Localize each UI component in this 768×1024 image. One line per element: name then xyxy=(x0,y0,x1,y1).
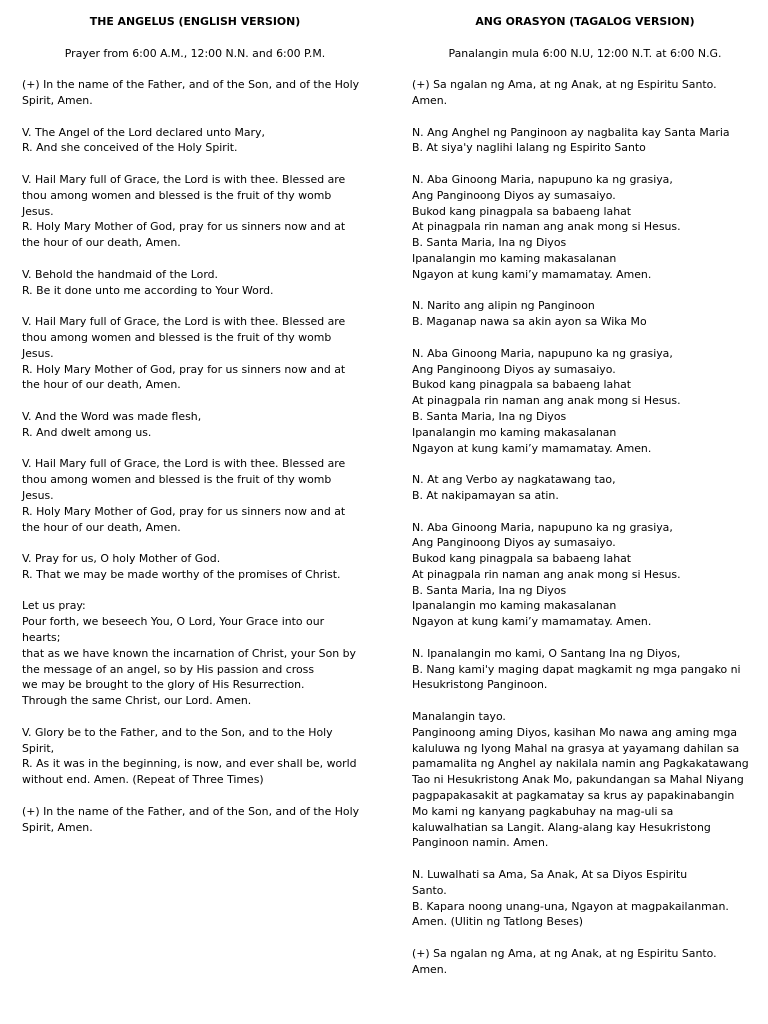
prayer-line: Jesus. xyxy=(22,488,54,502)
prayer-paragraph xyxy=(22,314,378,393)
prayer-line: the hour of our death, Amen. xyxy=(22,236,181,250)
prayer-line: At pinagpala rin naman ang anak mong si Hesus. xyxy=(412,394,681,408)
prayer-line: Santo. xyxy=(412,883,447,897)
prayer-line: kaluluwa ng Iyong Mahal na grasya at yayamang dahilan sa xyxy=(412,741,740,755)
prayer-paragraph xyxy=(412,346,768,457)
prayer-paragraph xyxy=(22,409,378,441)
prayer-line: pamamalita ng Anghel ay nakilala namin ang Pagkakatawang xyxy=(412,757,749,771)
prayer-line: At pinagpala rin naman ang anak mong si Hesus. xyxy=(412,567,681,581)
prayer-line: Ipanalangin mo kaming makasalanan xyxy=(412,251,617,265)
prayer-paragraph xyxy=(412,946,768,978)
prayer-line: Ang Panginoong Diyos ay sumasaiyo. xyxy=(412,362,616,376)
prayer-line: thou among women and blessed is the fruit of thy womb xyxy=(22,330,332,344)
prayer-line: (+) In the name of the Father, and of the Son, and of the Holy xyxy=(22,78,360,92)
prayer-line: R. And dwelt among us. xyxy=(22,425,152,439)
prayer-line: Spirit, xyxy=(22,741,55,755)
prayer-line: V. Hail Mary full of Grace, the Lord is with thee. Blessed are xyxy=(22,172,346,186)
prayer-line: Spirit, Amen. xyxy=(22,93,93,107)
prayer-line: pagpapakasakit at pagkamatay sa krus ay papakinabangin xyxy=(412,789,735,803)
prayer-line: Manalangin tayo. xyxy=(412,710,506,724)
prayer-line: thou among women and blessed is the fruit of thy womb xyxy=(22,473,332,487)
prayer-paragraph xyxy=(412,172,768,283)
tagalog-subtitle: Panalangin mula 6:00 N.U, 12:00 N.T. at 6:00 N.G. xyxy=(448,46,722,60)
prayer-line: V. Hail Mary full of Grace, the Lord is with thee. Blessed are xyxy=(22,457,346,471)
prayer-line: Spirit, Amen. xyxy=(22,820,93,834)
prayer-line: Let us pray: xyxy=(22,599,86,613)
prayer-line: hearts; xyxy=(22,631,61,645)
prayer-line: Ngayon at kung kami’y mamamatay. Amen. xyxy=(412,267,652,281)
tagalog-prayer-body xyxy=(412,77,768,977)
prayer-line: N. Ang Anghel ng Panginoon ay nagbalita kay Santa Maria xyxy=(412,125,730,139)
prayer-paragraph xyxy=(22,804,378,836)
prayer-paragraph xyxy=(22,267,378,299)
prayer-paragraph xyxy=(22,725,378,788)
prayer-line: N. At ang Verbo ay nagkatawang tao, xyxy=(412,473,616,487)
prayer-line: Bukod kang pinagpala sa babaeng lahat xyxy=(412,204,632,218)
prayer-line: Ipanalangin mo kaming makasalanan xyxy=(412,425,617,439)
prayer-line: B. Santa Maria, Ina ng Diyos xyxy=(412,409,567,423)
prayer-line: that as we have known the incarnation of Christ, your Son by xyxy=(22,646,356,660)
prayer-paragraph xyxy=(412,298,768,330)
prayer-line: B. Maganap nawa sa akin ayon sa Wika Mo xyxy=(412,315,647,329)
prayer-paragraph xyxy=(412,709,768,851)
prayer-line: (+) Sa ngalan ng Ama, at ng Anak, at ng Espiritu Santo. xyxy=(412,947,717,961)
prayer-line: the hour of our death, Amen. xyxy=(22,520,181,534)
prayer-line: N. Aba Ginoong Maria, napupuno ka ng grasiya, xyxy=(412,346,673,360)
tagalog-column xyxy=(412,14,768,993)
prayer-paragraph xyxy=(412,125,768,157)
prayer-line: R. And she conceived of the Holy Spirit. xyxy=(22,141,238,155)
prayer-paragraph xyxy=(22,551,378,583)
prayer-line: R. Holy Mary Mother of God, pray for us sinners now and at xyxy=(22,504,346,518)
prayer-line: R. Holy Mary Mother of God, pray for us sinners now and at xyxy=(22,220,346,234)
prayer-line: N. Aba Ginoong Maria, napupuno ka ng grasiya, xyxy=(412,520,673,534)
prayer-line: B. Santa Maria, Ina ng Diyos xyxy=(412,236,567,250)
prayer-line: thou among women and blessed is the fruit of thy womb xyxy=(22,188,332,202)
prayer-paragraph xyxy=(22,77,378,109)
prayer-line: Ipanalangin mo kaming makasalanan xyxy=(412,599,617,613)
prayer-line: Through the same Christ, our Lord. Amen. xyxy=(22,694,252,708)
prayer-line: B. At siya'y naglihi lalang ng Espirito Santo xyxy=(412,141,646,155)
english-subtitle: Prayer from 6:00 A.M., 12:00 N.N. and 6:00 P.M. xyxy=(64,46,326,60)
prayer-line: R. That we may be made worthy of the promises of Christ. xyxy=(22,567,341,581)
prayer-line: (+) Sa ngalan ng Ama, at ng Anak, at ng Espiritu Santo. xyxy=(412,78,717,92)
prayer-line: V. Behold the handmaid of the Lord. xyxy=(22,267,219,281)
prayer-paragraph xyxy=(412,867,768,930)
prayer-paragraph xyxy=(412,472,768,504)
prayer-line: Hesukristong Panginoon. xyxy=(412,678,548,692)
prayer-line: Ngayon at kung kami’y mamamatay. Amen. xyxy=(412,441,652,455)
prayer-line: B. Nang kami'y maging dapat magkamit ng mga pangako ni xyxy=(412,662,741,676)
prayer-line: Jesus. xyxy=(22,204,54,218)
english-prayer-body xyxy=(22,77,378,835)
prayer-line: N. Ipanalangin mo kami, O Santang Ina ng Diyos, xyxy=(412,646,681,660)
prayer-line: we may be brought to the glory of His Resurrection. xyxy=(22,678,305,692)
prayer-line: Amen. (Ulitin ng Tatlong Beses) xyxy=(412,915,584,929)
english-column xyxy=(22,14,378,851)
prayer-paragraph xyxy=(412,646,768,693)
english-title: THE ANGELUS (ENGLISH VERSION) xyxy=(89,15,301,28)
prayer-line: Amen. xyxy=(412,93,448,107)
prayer-paragraph xyxy=(22,598,378,709)
prayer-line: V. The Angel of the Lord declared unto Mary, xyxy=(22,125,265,139)
prayer-line: Mo kami ng kanyang pagkabuhay na mag-uli sa xyxy=(412,804,674,818)
prayer-line: Bukod kang pinagpala sa babaeng lahat xyxy=(412,552,632,566)
prayer-line: N. Luwalhati sa Ama, Sa Anak, At sa Diyos Espiritu xyxy=(412,868,688,882)
prayer-paragraph xyxy=(22,172,378,251)
prayer-line: Ang Panginoong Diyos ay sumasaiyo. xyxy=(412,536,616,550)
prayer-paragraph xyxy=(412,520,768,631)
prayer-line: Ang Panginoong Diyos ay sumasaiyo. xyxy=(412,188,616,202)
prayer-line: the hour of our death, Amen. xyxy=(22,378,181,392)
prayer-line: R. Be it done unto me according to Your Word. xyxy=(22,283,274,297)
prayer-line: At pinagpala rin naman ang anak mong si Hesus. xyxy=(412,220,681,234)
prayer-line: B. At nakipamayan sa atin. xyxy=(412,488,559,502)
tagalog-title: ANG ORASYON (TAGALOG VERSION) xyxy=(475,15,695,28)
prayer-line: Panginoon namin. Amen. xyxy=(412,836,549,850)
prayer-line: Jesus. xyxy=(22,346,54,360)
prayer-line: B. Santa Maria, Ina ng Diyos xyxy=(412,583,567,597)
prayer-line: Amen. xyxy=(412,962,448,976)
prayer-line: R. Holy Mary Mother of God, pray for us sinners now and at xyxy=(22,362,346,376)
prayer-line: kaluwalhatian sa Langit. Alang-alang kay Hesukristong xyxy=(412,820,711,834)
prayer-line: N. Aba Ginoong Maria, napupuno ka ng grasiya, xyxy=(412,172,673,186)
prayer-line: B. Kapara noong unang-una, Ngayon at magpakailanman. xyxy=(412,899,729,913)
prayer-line: Panginoong aming Diyos, kasihan Mo nawa ang aming mga xyxy=(412,725,738,739)
prayer-line: Bukod kang pinagpala sa babaeng lahat xyxy=(412,378,632,392)
prayer-line: without end. Amen. (Repeat of Three Times) xyxy=(22,773,264,787)
prayer-line: the message of an angel, so by His passion and cross xyxy=(22,662,315,676)
prayer-line: V. Glory be to the Father, and to the Son, and to the Holy xyxy=(22,725,333,739)
prayer-line: V. Pray for us, O holy Mother of God. xyxy=(22,552,221,566)
prayer-line: Tao ni Hesukristong Anak Mo, pakundangan sa Mahal Niyang xyxy=(412,773,744,787)
prayer-line: R. As it was in the beginning, is now, and ever shall be, world xyxy=(22,757,357,771)
prayer-line: V. And the Word was made flesh, xyxy=(22,409,202,423)
prayer-line: Ngayon at kung kami’y mamamatay. Amen. xyxy=(412,615,652,629)
prayer-line: V. Hail Mary full of Grace, the Lord is with thee. Blessed are xyxy=(22,315,346,329)
prayer-line: Pour forth, we beseech You, O Lord, Your Grace into our xyxy=(22,615,325,629)
prayer-line: N. Narito ang alipin ng Panginoon xyxy=(412,299,595,313)
prayer-paragraph xyxy=(22,456,378,535)
prayer-line: (+) In the name of the Father, and of the Son, and of the Holy xyxy=(22,804,360,818)
prayer-paragraph xyxy=(22,125,378,157)
prayer-paragraph xyxy=(412,77,768,109)
